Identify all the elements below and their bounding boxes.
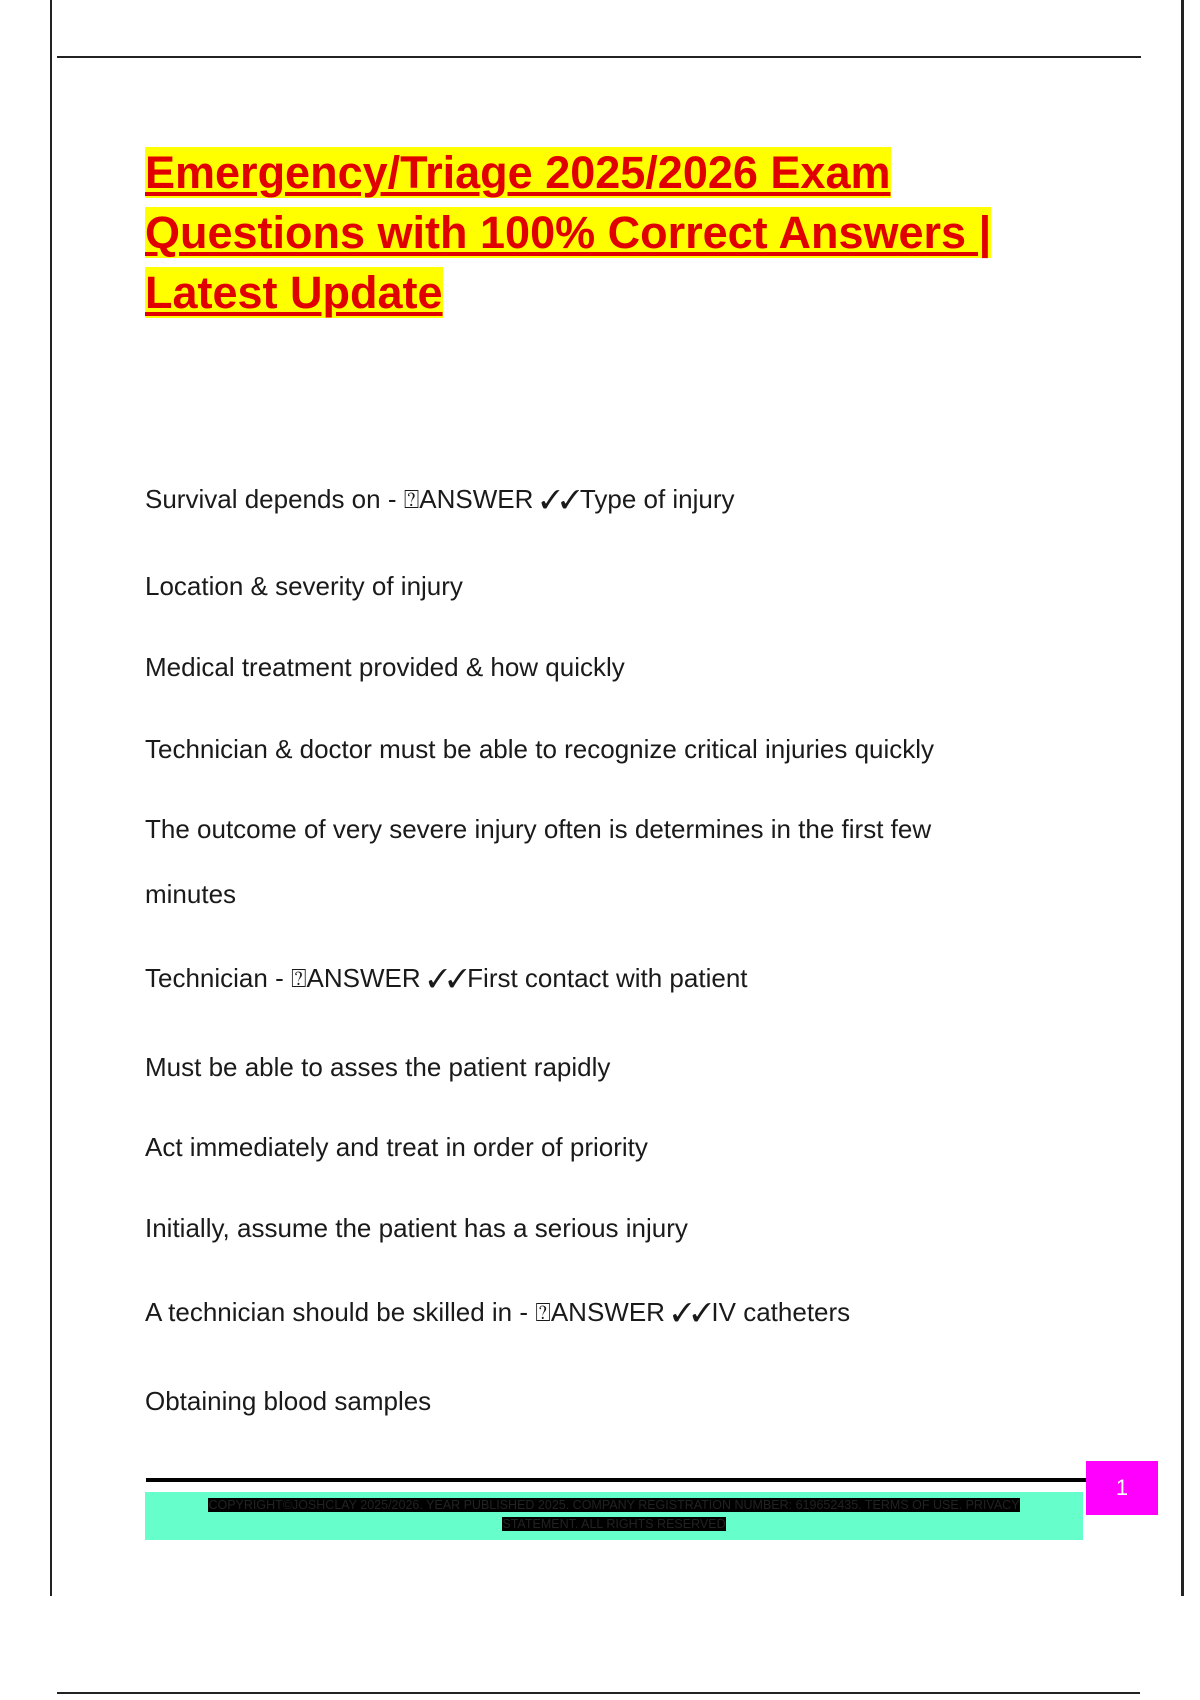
page-number-badge: 1 bbox=[1086, 1461, 1158, 1515]
title-line-2: Questions with 100% Correct Answers | bbox=[145, 207, 992, 258]
body-line: Obtaining blood samples bbox=[145, 1386, 432, 1416]
title-line-1: Emergency/Triage 2025/2026 Exam bbox=[145, 147, 891, 198]
header-rule bbox=[57, 56, 1141, 58]
page-left-border bbox=[50, 0, 52, 1596]
copyright-line-1: COPYRIGHT©JOSHCLAY 2025/2026. YEAR PUBLISHED 2025. COMPANY REGISTRATION NUMBER: 619652435. TERMS OF USE. PRIVACY bbox=[208, 1498, 1020, 1512]
copyright-line-2: STATEMENT. ALL RIGHTS RESERVED bbox=[502, 1517, 726, 1531]
body-line: Must be able to asses the patient rapidly bbox=[145, 1052, 611, 1082]
document-title bbox=[145, 143, 1105, 323]
title-line-3: Latest Update bbox=[145, 267, 443, 318]
body-line: Technician & doctor must be able to recognize critical injuries quickly bbox=[145, 734, 935, 764]
body-line: The outcome of very severe injury often is determines in the first few bbox=[145, 814, 932, 844]
body-line: Initially, assume the patient has a serious injury bbox=[145, 1213, 688, 1243]
body-line: Medical treatment provided & how quickly bbox=[145, 652, 625, 682]
body-line: Location & severity of injury bbox=[145, 571, 463, 601]
page-right-border bbox=[1181, 0, 1184, 1596]
body-line: Survival depends on - ⍰ANSWER ✓✓Type of injury bbox=[145, 484, 735, 514]
body-line: A technician should be skilled in - ⍰ANSWER ✓✓IV catheters bbox=[145, 1297, 851, 1327]
body-line: Act immediately and treat in order of priority bbox=[145, 1132, 648, 1162]
body-line: Technician - ⍰ANSWER ✓✓First contact with patient bbox=[145, 963, 748, 993]
body-line: minutes bbox=[145, 879, 237, 909]
bottom-rule bbox=[57, 1692, 1140, 1694]
footer-rule bbox=[146, 1478, 1086, 1482]
copyright-footer bbox=[145, 1492, 1083, 1540]
